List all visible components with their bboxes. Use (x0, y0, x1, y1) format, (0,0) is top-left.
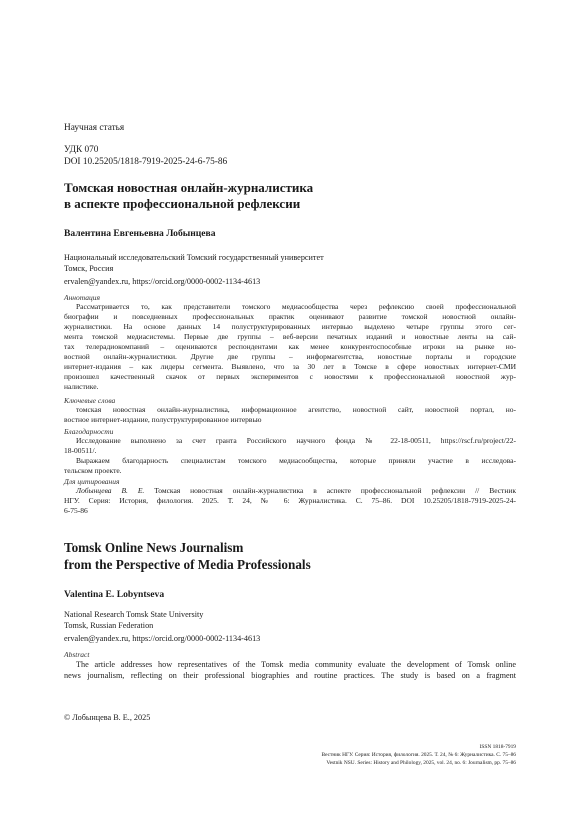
author-ru: Валентина Евгеньевна Лобынцева (64, 228, 216, 239)
journal-en: Vestnik NSU. Series: History and Philology, 2025, vol. 24, no. 6: Journalism, pp. 75–86 (326, 760, 516, 766)
title-ru-line: в аспекте профессиональной рефлексии (64, 196, 301, 211)
abstract-en-line: news journalism, reflecting on their professional biographies and routine practices. The study is based on a fragment (64, 671, 516, 680)
abstract-ru-line: налистике. (64, 382, 99, 391)
abstract-ru-line: биографии и повседневных профессиональных практик оценивают развитие томской новостной онлайн- (64, 312, 516, 321)
abstract-ru-line: произошел качественный скачок от первых экспериментов с новостями к профессиональной новостной жур- (64, 372, 516, 381)
location-en: Tomsk, Russian Federation (64, 621, 154, 630)
cite-rest: Томская новостная онлайн-журналистика в аспекте профессиональной рефлексии // Вестник (144, 486, 516, 495)
keywords-label: Ключевые слова (64, 396, 116, 405)
ack-line: Исследование выполнено за счет гранта Российского научного фонда № 22-18-00511, https://rscf.ru/project/22- (76, 436, 516, 445)
abstract-ru-line: востной онлайн-журналистики. Другие две группы – информагентства, новостные порталы и городские (64, 352, 516, 361)
title-en-line: Tomsk Online News Journalism (64, 540, 244, 555)
cite-author: Лобынцева В. Е. (76, 486, 145, 495)
journal-ru: Вестник НГУ. Серия: История, филология. 2025. Т. 24, № 6: Журналистика. С. 75–86 (321, 752, 516, 758)
udk: УДК 070 (64, 145, 99, 155)
abstract-ru (64, 302, 516, 392)
doi: DOI 10.25205/1818-7919-2025-24-6-75-86 (64, 157, 228, 167)
contacts-ru: ervalen@yandex.ru, https://orcid.org/0000-0002-1134-4613 (64, 277, 261, 286)
abstract-ru-line: мента томской медиасистемы. Первые две группы – веб-версии печатных изданий и новостные ленты на сай- (64, 332, 516, 341)
abstract-ru-line: тах телерадиокомпаний – оцениваются респондентами как менее конкурентоспособные игроки на рынке но- (64, 342, 516, 351)
abstract-ru-line: Рассматривается то, как представители томского медиасообщества через рефлексию своей профессиональной (76, 302, 516, 311)
title-en-line: from the Perspective of Media Professionals (64, 556, 311, 572)
abstract-label-en: Abstract (64, 650, 90, 659)
abstract-ru-line: интернет-издания – как лидеры сегмента. Выявлено, что за 30 лет в Томске в сфере новостных интернет-СМИ (64, 362, 516, 371)
cite-line (64, 486, 516, 496)
cite-line: НГУ. Серия: История, филология. 2025. Т. 24, № 6: Журналистика. С. 75–86. DOI 10.25205/1818-7919-2025-24- (64, 496, 516, 505)
article-type: Научная статья (64, 123, 125, 133)
ack-line: тельском проекте. (64, 466, 122, 475)
abstract-ru-line: журналистики. На основе данных 14 полуструктурированных интервью выделено четыре группы этого сег- (64, 322, 516, 331)
contacts-en: ervalen@yandex.ru, https://orcid.org/0000-0002-1134-4613 (64, 634, 261, 643)
ack-label: Благодарности (64, 427, 114, 436)
title-en (64, 540, 311, 573)
location-ru: Томск, Россия (64, 264, 114, 273)
issn: ISSN 1818-7919 (479, 744, 516, 750)
author-en: Valentina E. Lobyntseva (64, 589, 165, 600)
title-ru (64, 180, 313, 212)
ack-line: Выражаем благодарность специалистам томского медиасообщества, которые приняли участие в исследова- (76, 456, 516, 465)
affiliation-ru: Национальный исследовательский Томский государственный университет (64, 253, 324, 262)
cite-line: 6-75-86 (64, 506, 88, 515)
title-ru-line: Томская новостная онлайн-журналистика (64, 180, 314, 195)
abstract-label-ru: Аннотация (64, 293, 101, 302)
cite-label: Для цитирования (64, 477, 120, 486)
ack-line: 18-00511/. (64, 446, 97, 455)
affiliation-en: National Research Tomsk State University (64, 610, 204, 619)
abstract-en-line: The article addresses how representatives of the Tomsk media community evaluate the development of Tomsk online (76, 660, 516, 669)
keywords-line: востное интернет-издание, полуструктурированное интервью (64, 415, 262, 424)
citation (64, 486, 516, 516)
keywords-line: томская новостная онлайн-журналистика, информационное агентство, новостной сайт, новостной портал, но- (76, 405, 516, 414)
abstract-en (64, 659, 516, 681)
copyright: © Лобынцева В. Е., 2025 (64, 713, 151, 722)
keywords-ru (64, 405, 516, 425)
ack-ru (64, 436, 516, 476)
